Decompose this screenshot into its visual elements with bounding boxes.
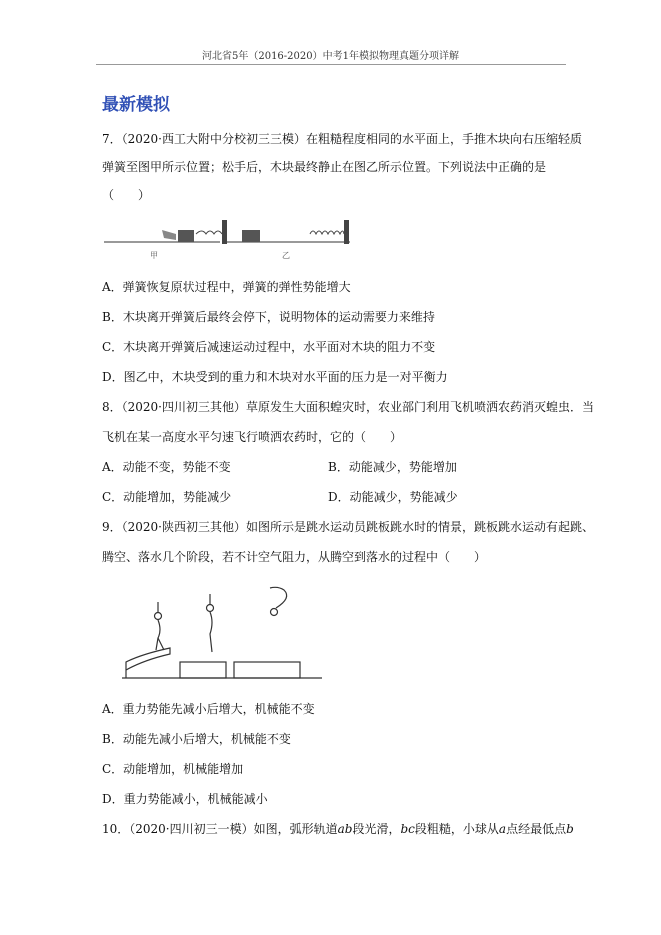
q8-option-c: C．动能增加，势能减少 [102,490,232,504]
header-divider [96,64,566,65]
q8-option-a: A．动能不变，势能不变 [102,460,231,474]
page-header: 河北省5年（2016-2020）中考1年模拟物理真题分项详解 [201,51,459,62]
q9-line1: 9．（2020·陕西初三其他）如图所示是跳水运动员跳板跳水时的情景，跳板跳水运动有起跳、 [102,520,594,534]
q10-text-mid3: 点经最低点 [506,822,567,836]
q9-option-d: D．重力势能减小，机械能减小 [102,792,268,806]
q9-option-b: B．动能先减小后增大，机械能不变 [102,732,291,746]
q7-option-c: C．木块离开弹簧后减速运动过程中，水平面对木块的阻力不变 [102,340,436,354]
q7-fig-label-left: 甲 [150,251,158,260]
q7-line1: 7．（2020·西工大附中分校初三三模）在粗糙程度相同的水平面上，手推木块向右压缩轻质 [102,132,582,146]
q8-line2: 飞机在某一高度水平匀速飞行喷洒农药时，它的（ ） [102,430,403,444]
q7-line3: （ ） [102,188,151,202]
q7-spring-figure [102,212,352,262]
q10-text-pre: 10．（2020·四川初三一模）如图，弧形轨道 [102,822,338,836]
q9-line2: 腾空、落水几个阶段，若不计空气阻力，从腾空到落水的过程中（ ） [102,550,487,564]
q9-option-c: C．动能增加，机械能增加 [102,762,244,776]
section-title: 最新模拟 [102,95,170,115]
q7-line2: 弹簧至图甲所示位置；松手后，木块最终静止在图乙所示位置。下列说法中正确的是 [102,160,547,174]
q10-text-mid2: 段粗糙，小球从 [414,822,499,836]
q10-line1 [102,820,574,837]
q10-text-mid1: 段光滑， [352,822,401,836]
q7-option-a: A．弹簧恢复原状过程中，弹簧的弹性势能增大 [102,280,351,294]
q9-option-a: A．重力势能先减小后增大，机械能不变 [102,702,315,716]
q7-fig-label-right: 乙 [282,251,290,260]
q8-option-d: D．动能减少，势能减少 [328,490,458,504]
q10-var-ab: ab [337,822,353,836]
q7-option-d: D．图乙中，木块受到的重力和木块对水平面的压力是一对平衡力 [102,370,448,384]
q8-option-b: B．动能减少，势能增加 [328,460,457,474]
q7-option-b: B．木块离开弹簧后最终会停下，说明物体的运动需要力来维持 [102,310,435,324]
q9-diving-figure [122,578,322,680]
q10-var-a: a [498,822,507,836]
q10-var-b: b [566,822,574,836]
q10-var-bc: bc [400,822,415,836]
q8-line1: 8．（2020·四川初三其他）草原发生大面积蝗灾时，农业部门利用飞机喷洒农药消灭蝗虫．当 [102,400,594,414]
